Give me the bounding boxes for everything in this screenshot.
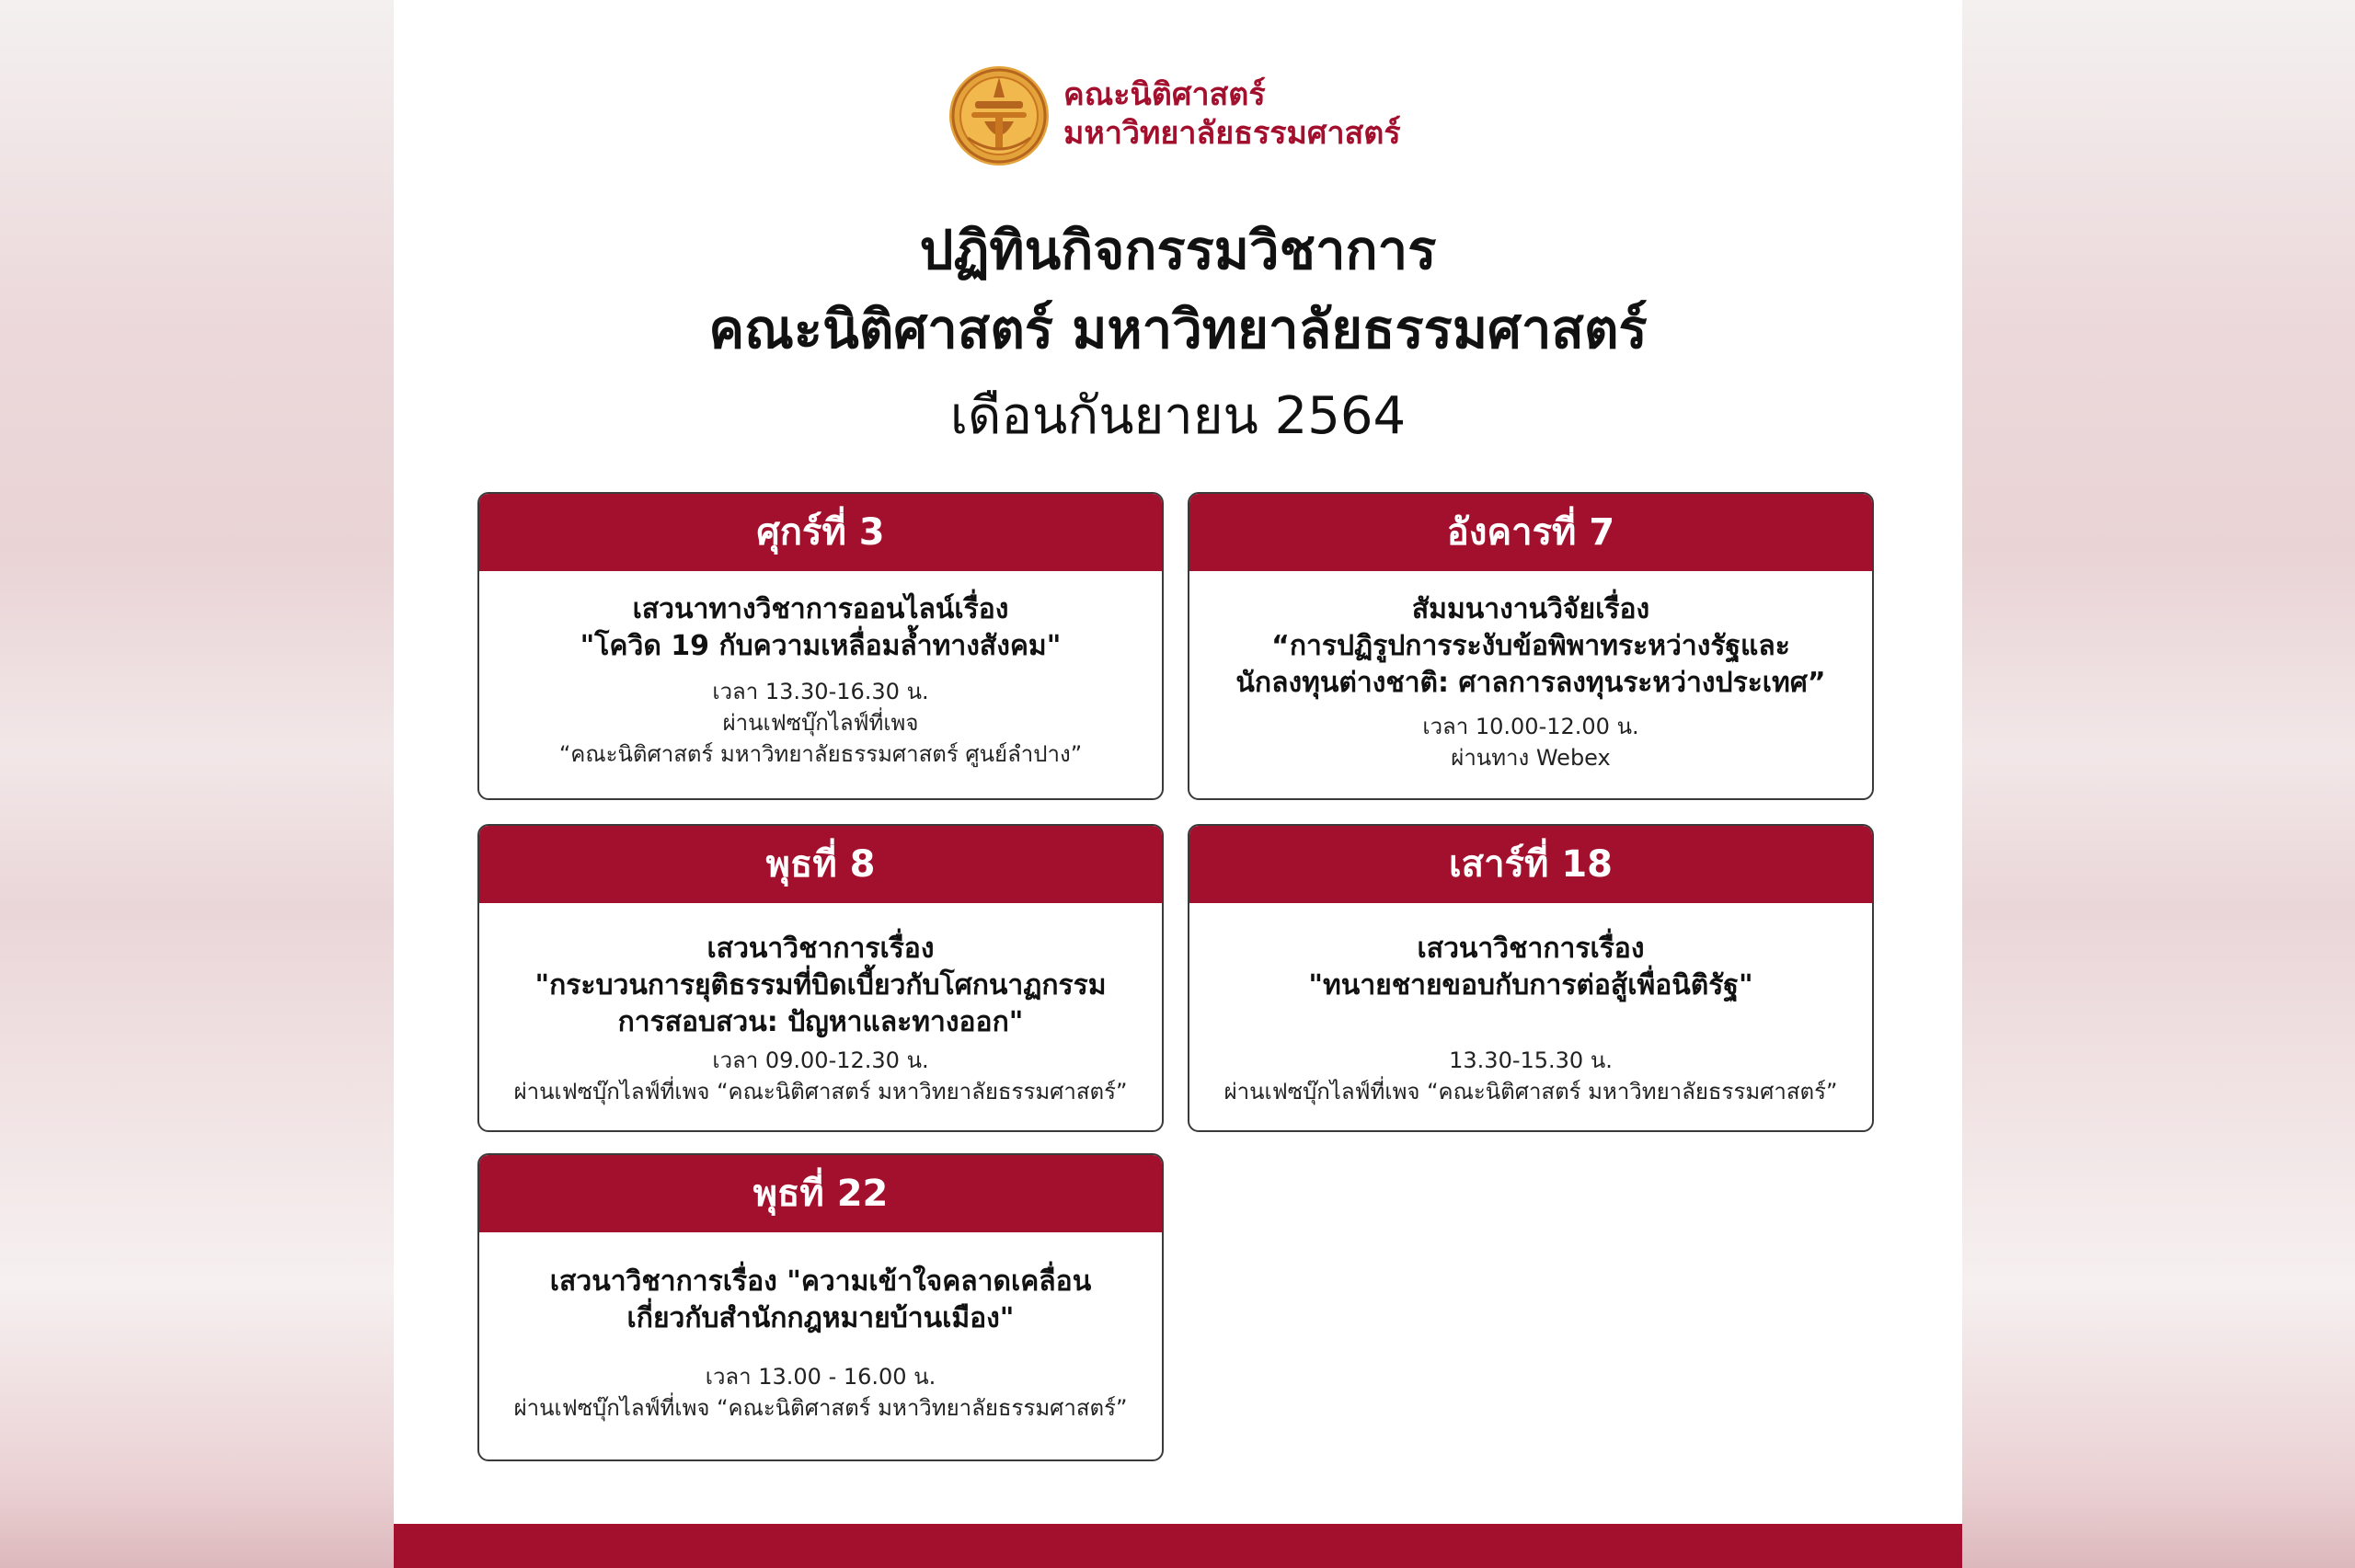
footer-bar	[394, 1524, 1962, 1568]
page-month: เดือนกันยายน 2564	[949, 386, 1407, 446]
logo-line-1: คณะนิติศาสตร์	[1063, 76, 1266, 113]
event-card-wed-22	[477, 1153, 1164, 1461]
event-card-wed-8	[477, 824, 1164, 1132]
event-channel: ผ่านเฟซบุ๊กไลฟ์ที่เพจ “คณะนิติศาสตร์ มหาวิทยาลัยธรรมศาสตร์”	[513, 1395, 1128, 1421]
event-day-header: ศุกร์ที่ 3	[479, 494, 1162, 571]
event-title: เสวนาวิชาการเรื่อง	[706, 933, 935, 965]
page-title: ปฏิทินกิจกรรมวิชาการ	[919, 219, 1437, 281]
event-channel: ผ่านเฟซบุ๊กไลฟ์ที่เพจ “คณะนิติศาสตร์ มหาวิทยาลัยธรรมศาสตร์”	[1223, 1079, 1838, 1104]
event-title: เกี่ยวกับสำนักกฎหมายบ้านเมือง"	[626, 1302, 1015, 1334]
logo-line-2: มหาวิทยาลัยธรรมศาสตร์	[1063, 115, 1401, 152]
event-time: เวลา 10.00-12.00 น.	[1422, 714, 1639, 739]
poster	[394, 0, 1962, 1568]
event-card-fri-3	[477, 492, 1164, 800]
faculty-logo	[948, 64, 1426, 167]
event-card-tue-7	[1188, 492, 1874, 800]
event-day-header: พุธที่ 22	[479, 1155, 1162, 1232]
event-channel: ผ่านเฟซบุ๊กไลฟ์ที่เพจ	[722, 710, 919, 736]
event-title: การสอบสวน: ปัญหาและทางออก"	[617, 1006, 1024, 1038]
event-title: เสวนาทางวิชาการออนไลน์เรื่อง	[632, 593, 1009, 625]
event-time: เวลา 13.30-16.30 น.	[712, 679, 929, 704]
event-title: เสวนาวิชาการเรื่อง	[1417, 933, 1645, 965]
event-day-header: เสาร์ที่ 18	[1189, 826, 1872, 903]
event-day-header: พุธที่ 8	[479, 826, 1162, 903]
event-time: เวลา 09.00-12.30 น.	[712, 1047, 929, 1073]
event-title: “การปฏิรูปการระงับข้อพิพาทระหว่างรัฐและ	[1271, 630, 1790, 662]
event-title: "ทนายชายขอบกับการต่อสู้เพื่อนิติรัฐ"	[1308, 969, 1753, 1001]
event-title: "โควิด 19 กับความเหลื่อมล้ำทางสังคม"	[580, 630, 1062, 662]
event-card-sat-18	[1188, 824, 1874, 1132]
event-title: สัมมนางานวิจัยเรื่อง	[1411, 593, 1650, 625]
event-day-header: อังคารที่ 7	[1189, 494, 1872, 571]
page-subtitle: คณะนิติศาสตร์ มหาวิทยาลัยธรรมศาสตร์	[708, 298, 1648, 361]
event-title: "กระบวนการยุติธรรมที่บิดเบี้ยวกับโศกนาฏกรรม	[534, 969, 1107, 1001]
event-time: 13.30-15.30 น.	[1449, 1047, 1613, 1073]
event-title: เสวนาวิชาการเรื่อง "ความเข้าใจคลาดเคลื่อน	[549, 1265, 1092, 1298]
thammasat-seal-icon	[948, 64, 1051, 167]
event-time: เวลา 13.00 - 16.00 น.	[705, 1364, 936, 1390]
event-channel: ผ่านเฟซบุ๊กไลฟ์ที่เพจ “คณะนิติศาสตร์ มหาวิทยาลัยธรรมศาสตร์”	[513, 1079, 1128, 1104]
event-channel: ผ่านทาง Webex	[1451, 745, 1611, 771]
event-title: นักลงทุนต่างชาติ: ศาลการลงทุนระหว่างประเทศ”	[1235, 667, 1826, 699]
event-channel: “คณะนิติศาสตร์ มหาวิทยาลัยธรรมศาสตร์ ศูนย์ลำปาง”	[558, 741, 1083, 767]
